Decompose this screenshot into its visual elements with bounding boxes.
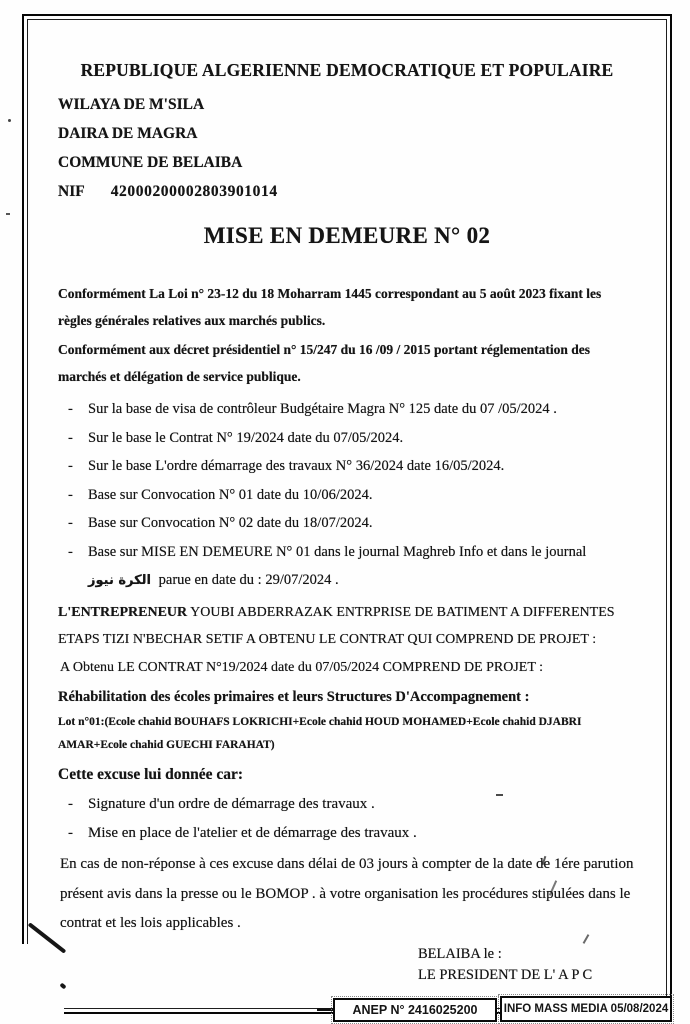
recital-text: Sur le base L'ordre démarrage des travaux N° 36/2024 date 16/05/2024. bbox=[88, 458, 505, 474]
page-title: MISE EN DEMEURE N° 02 bbox=[203, 223, 491, 248]
publisher-reference-box: INFO MASS MEDIA 05/08/2024 bbox=[500, 996, 672, 1022]
nif-line bbox=[58, 177, 636, 206]
commune-line: COMMUNE DE BELAIBA bbox=[58, 154, 243, 171]
contractor-details: YOUBI ABDERRAZAK ENTRPRISE DE BATIMENT A DIFFERENTES ETAPS TIZI N'BECHAR SETIF A OBTENU LE CONTRAT QUI COMPREND DE PROJET : bbox=[58, 604, 615, 647]
excuse-item bbox=[58, 790, 636, 819]
closing-paragraph: En cas de non-réponse à ces excuse dans délai de 03 jours à compter de la date de 1ére parution présent avis dans la presse ou le BOMOP . à votre organisation les procédures stipulées dans le contrat et les lois applicables . bbox=[60, 856, 634, 931]
wilaya-line: WILAYA DE M'SILA bbox=[58, 96, 205, 113]
list-dash: - bbox=[68, 429, 73, 446]
recital-item bbox=[58, 538, 636, 596]
recital-text: Base sur Convocation N° 02 date du 18/07/2024. bbox=[88, 515, 373, 531]
excuse-heading: Cette excuse lui donnée car: bbox=[58, 766, 244, 783]
scan-artifact bbox=[6, 213, 10, 215]
recital-item bbox=[58, 424, 636, 453]
recital-text: Sur le base le Contrat N° 19/2024 date du 07/05/2024. bbox=[88, 429, 404, 446]
recital-text bbox=[88, 538, 636, 596]
nif-value: 42000200002803901014 bbox=[110, 183, 278, 200]
issuing-authority-block bbox=[58, 90, 636, 206]
recital-item bbox=[58, 452, 636, 481]
contractor-paragraph bbox=[58, 599, 636, 654]
anep-reference-box: ANEP N° 2416025200 bbox=[333, 998, 497, 1022]
signature-title: LE PRESIDENT DE L' A P C bbox=[418, 966, 593, 983]
signature-place-date: BELAIBA le : bbox=[418, 945, 502, 962]
contractor-label: L'ENTREPRENEUR bbox=[58, 604, 188, 620]
nif-label: NIF bbox=[58, 183, 85, 200]
list-dash: - bbox=[68, 515, 73, 531]
recitals-list bbox=[58, 395, 636, 596]
recital-item bbox=[58, 509, 636, 538]
excuse-text: Signature d'un ordre de démarrage des travaux . bbox=[88, 796, 375, 812]
recital-text: Base sur Convocation N° 01 date du 10/06/2024. bbox=[88, 486, 373, 503]
list-dash: - bbox=[68, 796, 73, 812]
legal-basis-paragraph: Conformément La Loi n° 23-12 du 18 Moharram 1445 correspondant au 5 août 2023 fixant les règles générales relatives aux marchés publics. bbox=[58, 286, 602, 328]
recital-text-line1: Base sur MISE EN DEMEURE N° 01 dans le journal Maghreb Info et dans le journal bbox=[88, 543, 587, 560]
recital-item bbox=[58, 395, 636, 424]
footer-tick-line bbox=[317, 1008, 333, 1011]
document-body bbox=[30, 22, 664, 986]
list-dash: - bbox=[68, 486, 73, 503]
list-dash: - bbox=[68, 401, 73, 417]
lot-description: Lot n°01:(Ecole chahid BOUHAFS LOKRICHI+Ecole chahid HOUD MOHAMED+Ecole chahid DJABRI AMAR+Ecole chahid GUECHI FARAHAT) bbox=[58, 716, 582, 751]
recital-text-line2: parue en date du : 29/07/2024 . bbox=[158, 572, 339, 588]
contract-line: A Obtenu LE CONTRAT N°19/2024 date du 07/05/2024 COMPREND DE PROJET : bbox=[60, 659, 544, 675]
excuse-text: Mise en place de l'atelier et de démarrage des travaux . bbox=[88, 825, 417, 841]
signature-block bbox=[418, 944, 636, 986]
project-heading: Réhabilitation des écoles primaires et leurs Structures D'Accompagnement : bbox=[58, 689, 530, 705]
republic-header: REPUBLIQUE ALGERIENNE DEMOCRATIQUE ET POPULAIRE bbox=[80, 60, 614, 80]
daira-line: DAIRA DE MAGRA bbox=[58, 125, 198, 142]
recital-text: Sur la base de visa de contrôleur Budgétaire Magra N° 125 date du 07 /05/2024 . bbox=[88, 401, 557, 417]
excuses-list bbox=[58, 790, 636, 848]
legal-basis-block bbox=[58, 280, 636, 390]
scan-artifact bbox=[8, 119, 11, 122]
list-dash: - bbox=[68, 458, 73, 474]
list-dash: - bbox=[68, 543, 73, 560]
legal-basis-paragraph: Conformément aux décret présidentiel n° 15/247 du 16 /09 / 2015 portant réglementation des marchés et délégation de service publique. bbox=[58, 342, 590, 384]
excuse-item bbox=[58, 819, 636, 848]
scan-border-gap bbox=[16, 996, 64, 1016]
list-dash: - bbox=[68, 825, 73, 841]
recital-item bbox=[58, 481, 636, 510]
journal-name-arabic: الكرة نيوز bbox=[88, 573, 152, 588]
